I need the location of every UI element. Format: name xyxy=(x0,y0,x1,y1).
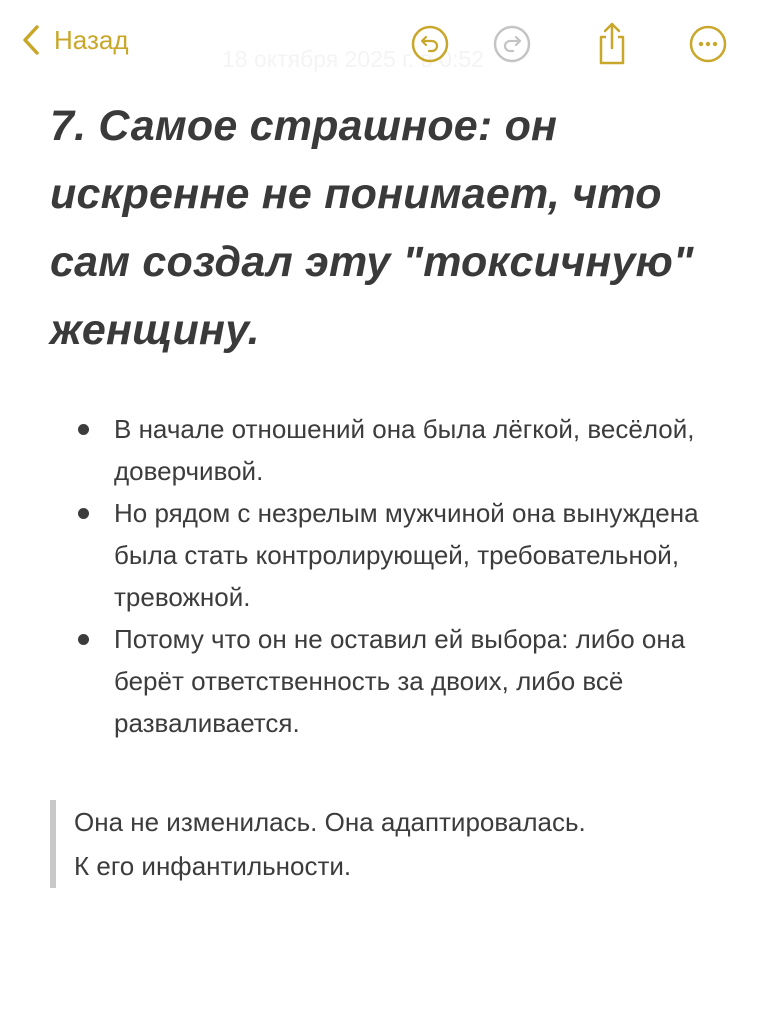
bullet-list xyxy=(70,408,730,744)
block-quote xyxy=(50,800,754,888)
list-item: Потому что он не оставил ей выбора: либо она берёт ответственность за двоих, либо всё разваливается. xyxy=(70,618,730,744)
back-label: Назад xyxy=(54,24,129,55)
note-date: 18 октября 2025 г. в 0:52 xyxy=(222,46,484,72)
list-item: В начале отношений она была лёгкой, весёлой, доверчивой. xyxy=(70,408,730,492)
navigation-bar xyxy=(0,0,768,90)
redo-icon[interactable] xyxy=(492,24,532,64)
more-options-icon[interactable] xyxy=(688,24,728,64)
quote-line: Она не изменилась. Она адаптировалась. xyxy=(74,807,586,837)
note-heading: 7. Самое страшное: он искренне не понимает, что сам создал эту "токсичную" женщину. xyxy=(50,102,694,354)
share-icon[interactable] xyxy=(592,20,632,66)
chevron-left-icon xyxy=(22,24,40,56)
list-item: Но рядом с незрелым мужчиной она вынуждена была стать контролирующей, требовательной, тревожной. xyxy=(70,492,730,618)
back-button[interactable] xyxy=(22,24,129,56)
quote-line: К его инфантильности. xyxy=(74,851,352,881)
undo-icon[interactable] xyxy=(410,24,450,64)
